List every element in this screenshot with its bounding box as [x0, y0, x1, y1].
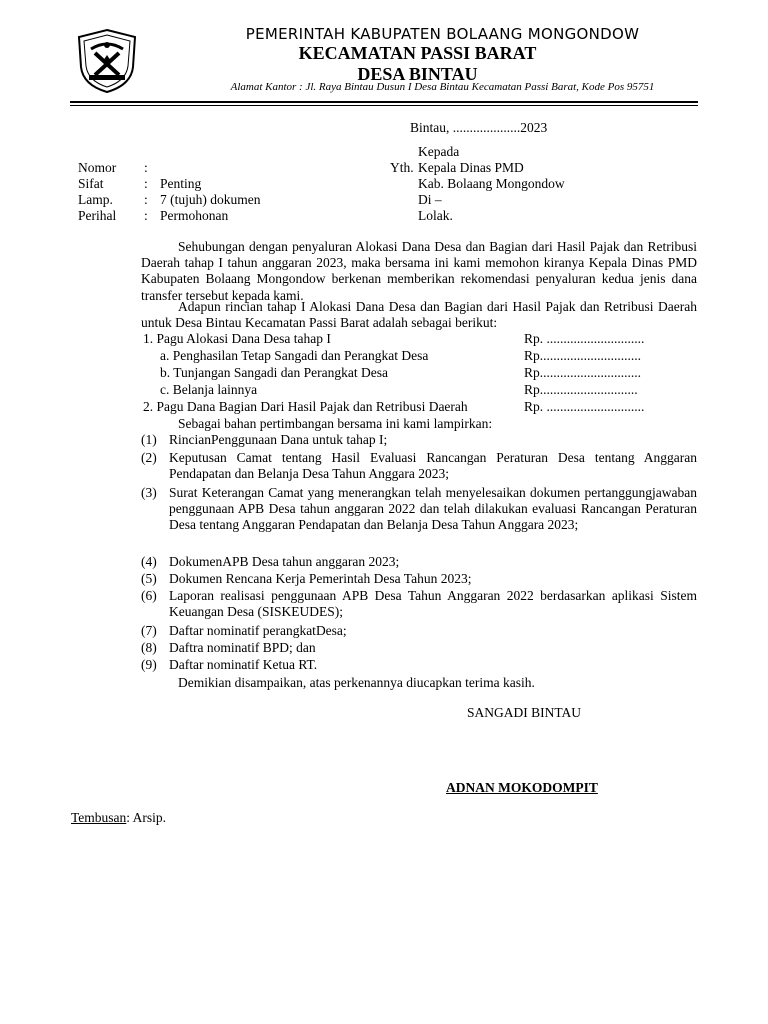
attachment-number: (2) [141, 450, 157, 465]
meta-label-lamp: Lamp. [78, 192, 113, 207]
attachment-text: Daftar nominatif Ketua RT. [169, 657, 318, 672]
signature-name: ADNAN MOKODOMPIT [446, 780, 598, 795]
meta-value-perihal: Permohonan [160, 208, 229, 223]
recipient-line: Di – [418, 192, 442, 207]
attachment-number: (9) [141, 657, 157, 672]
attachment-number: (5) [141, 571, 157, 586]
meta-label-sifat: Sifat [78, 176, 104, 191]
closing-paragraph: Demikian disampaikan, atas perkenannya diucapkan terima kasih. [178, 675, 535, 690]
meta-separator: : [144, 176, 148, 191]
cc-line [71, 810, 166, 826]
attachment-text: Keputusan Camat tentang Hasil Evaluasi Rancangan Peraturan Desa tentang Anggaran Pendapatan dan Belanja Desa Tahun Anggara 2023; [169, 450, 697, 482]
meta-separator: : [144, 160, 148, 175]
meta-separator: : [144, 208, 148, 223]
attachment-text: Daftra nominatif BPD; dan [169, 640, 316, 655]
header-district: KECAMATAN PASSI BARAT [298, 43, 537, 63]
body-paragraph-1: Sehubungan dengan penyaluran Alokasi Dana Desa dan Bagian dari Hasil Pajak dan Retribusi Daerah tahap I tahun anggaran 2023, maka bersama ini kami memohon kiranya Kepala Dinas PMD Kabupaten Bolaang Mongondow berkenan memberikan rekomendasi penyaluran kedua jenis dana transfer tersebut kepada kami. [141, 239, 697, 303]
attachment-text: Dokumen Rencana Kerja Pemerintah Desa Tahun 2023; [169, 571, 472, 586]
rincian-amount: Rp. ............................. [524, 331, 645, 346]
meta-separator: : [144, 192, 148, 207]
attachment-number: (8) [141, 640, 157, 655]
body-paragraph-2: Adapun rincian tahap I Alokasi Dana Desa dan Bagian dari Hasil Pajak dan Retribusi Daerah untuk Desa Bintau Kecamatan Passi Barat adalah sebagai berikut: [141, 299, 697, 331]
rincian-item: a. Penghasilan Tetap Sangadi dan Perangkat Desa [160, 348, 429, 363]
cc-label: Tembusan [71, 810, 127, 825]
rincian-amount: Rp............................. [524, 382, 638, 397]
attachment-number: (4) [141, 554, 157, 569]
cc-value: : Arsip. [126, 810, 167, 825]
attachment-text: Daftar nominatif perangkatDesa; [169, 623, 347, 638]
meta-label-nomor: Nomor [78, 160, 117, 175]
rincian-item: b. Tunjangan Sangadi dan Perangkat Desa [160, 365, 388, 380]
rincian-item: c. Belanja lainnya [160, 382, 258, 397]
letter-date: Bintau, ....................2023 [410, 120, 548, 135]
header-address: Alamat Kantor : Jl. Raya Bintau Dusun I Desa Bintau Kecamatan Passi Barat, Kode Pos 95751 [230, 81, 655, 93]
attachment-number: (3) [141, 485, 157, 500]
attachment-number: (1) [141, 432, 157, 447]
recipient-kepada: Kepada [418, 144, 460, 159]
header-rule-thick [70, 101, 698, 103]
attachment-text: Laporan realisasi penggunaan APB Desa Tahun Anggaran 2022 berdasarkan aplikasi Sistem Keuangan Desa (SISKEUDES); [169, 588, 697, 620]
attachment-number: (7) [141, 623, 157, 638]
attachment-text: Surat Keterangan Camat yang menerangkan telah menyelesaikan dokumen pertanggungjawaban penggunaan APB Desa tahun anggaran 2022 dan telah dilakukan evaluasi Rancangan Peraturan Desa tentang Anggaran Pendapatan dan Belanja Desa Tahun Anggara 2023; [169, 485, 697, 533]
rincian-amount: Rp.............................. [524, 348, 642, 363]
header-village: DESA BINTAU [357, 64, 478, 84]
recipient-line: Kab. Bolaang Mongondow [418, 176, 565, 191]
rincian-amount: Rp. ............................. [524, 399, 645, 414]
signature-title: SANGADI BINTAU [467, 705, 582, 720]
meta-value-lamp: 7 (tujuh) dokumen [160, 192, 261, 207]
meta-value-sifat: Penting [160, 176, 202, 191]
attachment-number: (6) [141, 588, 157, 603]
header-government: PEMERINTAH KABUPATEN BOLAANG MONGONDOW [245, 25, 640, 43]
recipient-line: Lolak. [418, 208, 453, 223]
attachment-text: RincianPenggunaan Dana untuk tahap I; [169, 432, 388, 447]
rincian-item: 2. Pagu Dana Bagian Dari Hasil Pajak dan Retribusi Daerah [143, 399, 468, 414]
header-rule-thin [70, 105, 698, 106]
rincian-item: 1. Pagu Alokasi Dana Desa tahap I [143, 331, 331, 346]
recipient-yth: Yth. [390, 160, 414, 175]
regency-emblem-icon [73, 27, 141, 95]
recipient-line: Kepala Dinas PMD [418, 160, 524, 175]
attachment-text: DokumenAPB Desa tahun anggaran 2023; [169, 554, 400, 569]
rincian-amount: Rp.............................. [524, 365, 642, 380]
body-paragraph-3: Sebagai bahan pertimbangan bersama ini kami lampirkan: [178, 416, 493, 431]
meta-label-perihal: Perihal [78, 208, 117, 223]
